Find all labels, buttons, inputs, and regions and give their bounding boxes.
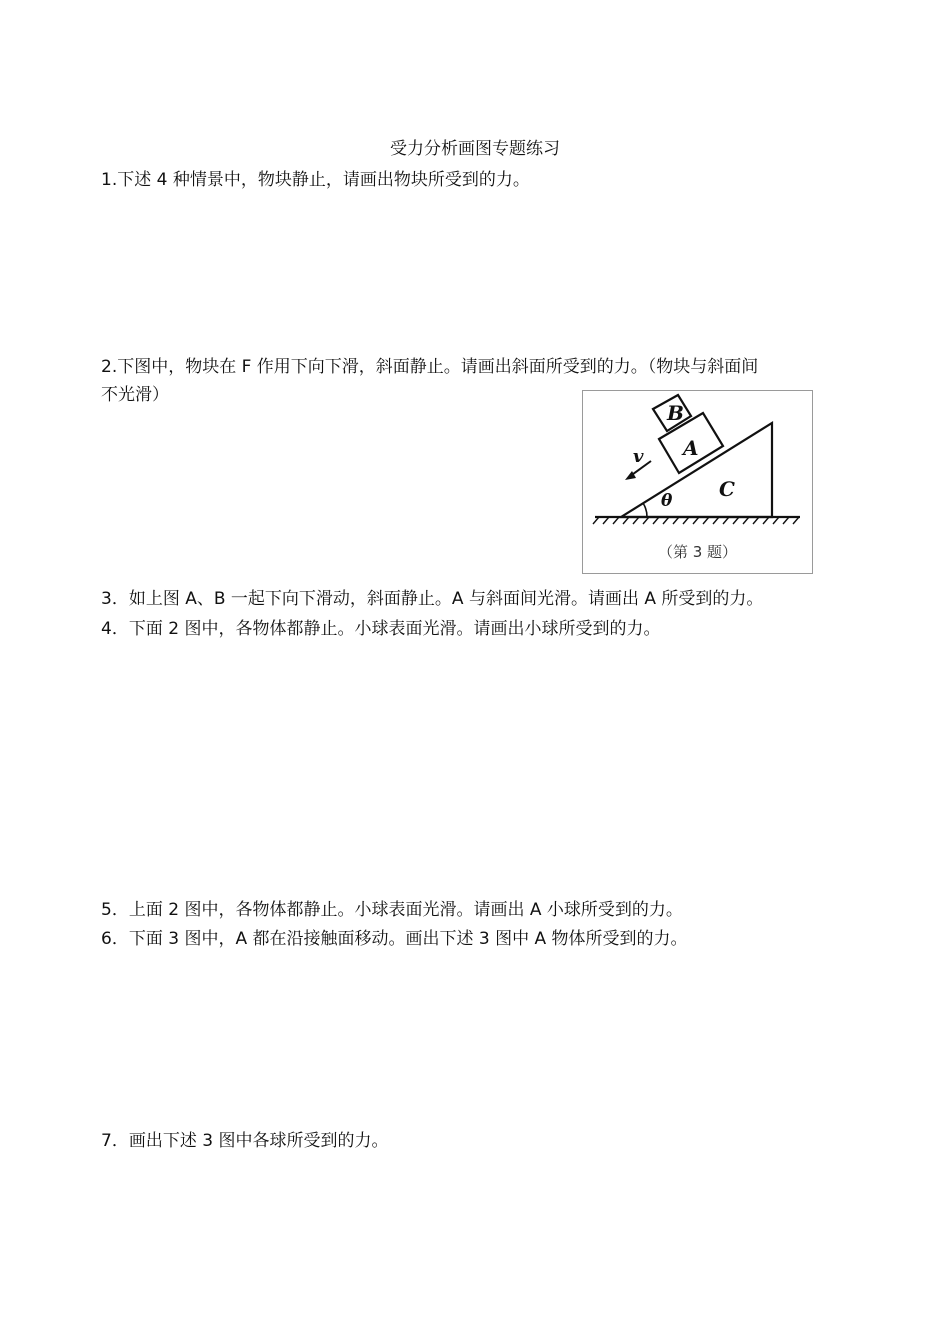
question-1: 1.下述 4 种情景中，物块静止，请画出物块所受到的力。 (101, 170, 530, 190)
question-2-line-2: 不光滑） (101, 385, 169, 405)
figure-caption: （第 3 题） (657, 543, 738, 561)
question-6: 6．下面 3 图中，A 都在沿接触面移动。画出下述 3 图中 A 物体所受到的力。 (101, 929, 688, 949)
question-3: 3．如上图 A、B 一起下向下滑动，斜面静止。A 与斜面间光滑。请画出 A 所受到的力。 (101, 589, 764, 609)
label-block-a: A (683, 436, 699, 460)
label-velocity: v (633, 446, 644, 467)
question-7: 7．画出下述 3 图中各球所受到的力。 (101, 1131, 389, 1151)
theta-arc (643, 503, 647, 517)
question-4: 4．下面 2 图中，各物体都静止。小球表面光滑。请画出小球所受到的力。 (101, 619, 661, 639)
incline-figure (582, 390, 813, 574)
label-incline-c: C (719, 477, 735, 501)
question-2-line-1: 2.下图中，物块在 F 作用下向下滑，斜面静止。请画出斜面所受到的力。（物块与斜面间 (101, 357, 759, 377)
label-block-b: B (667, 401, 684, 425)
question-5: 5．上面 2 图中，各物体都静止。小球表面光滑。请画出 A 小球所受到的力。 (101, 900, 683, 920)
label-theta: θ (661, 491, 673, 511)
page-title: 受力分析画图专题练习 (390, 139, 560, 159)
